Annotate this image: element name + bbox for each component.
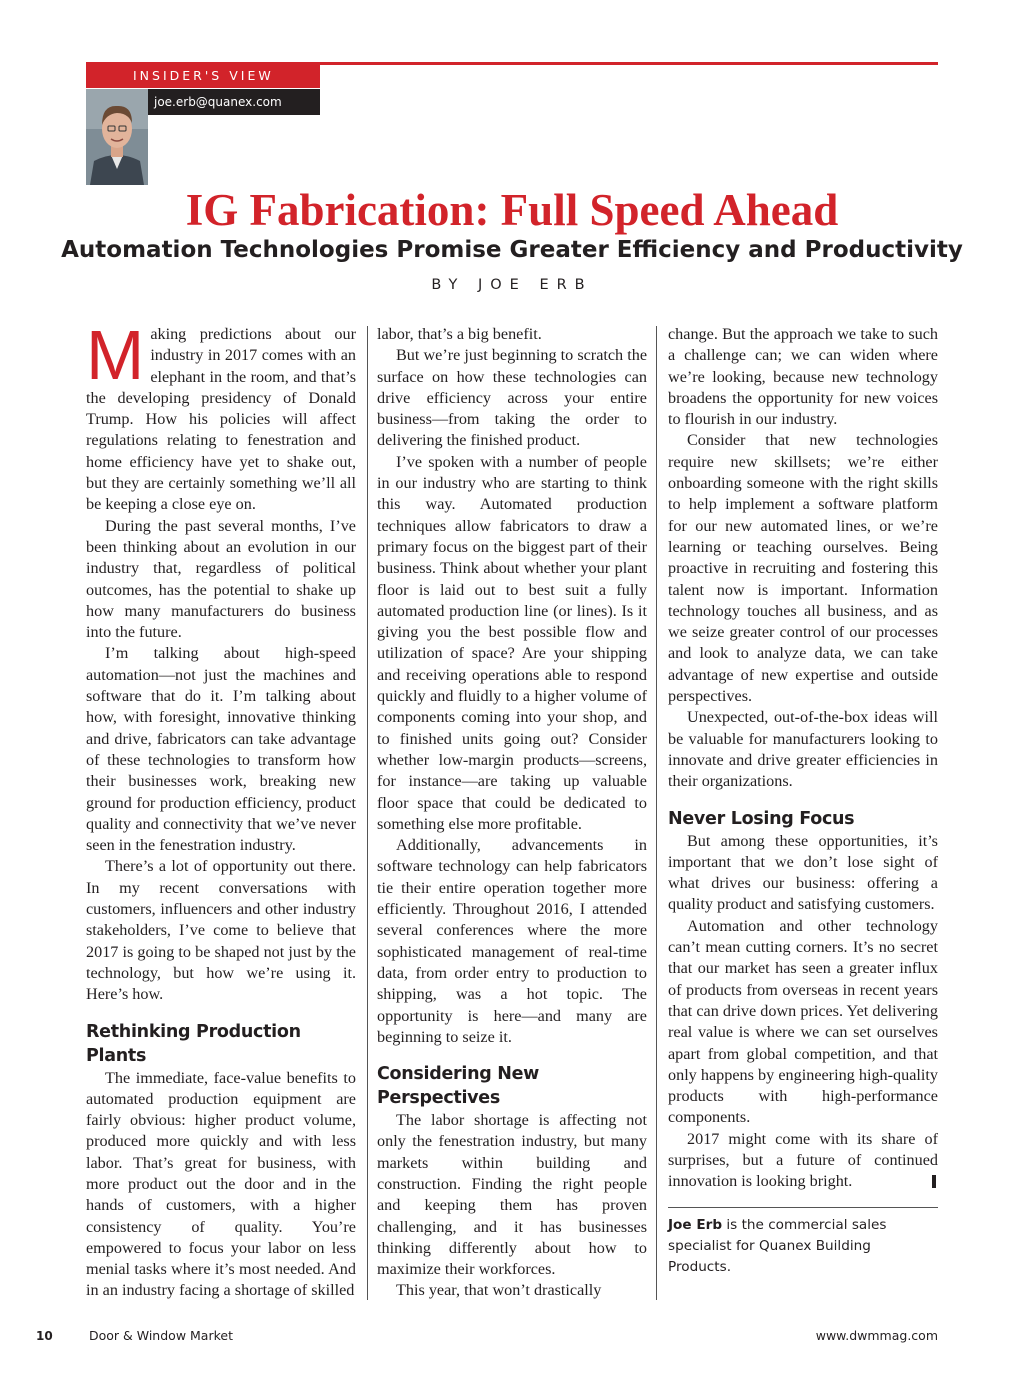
author-email: joe.erb@quanex.com <box>148 89 320 115</box>
article-column-2 <box>377 324 647 1302</box>
paragraph-text: 2017 might come with its share of surprises, but a future of continued innovation is looking bright. <box>668 1129 938 1191</box>
paragraph: But we’re just beginning to scratch the surface on how these technologies can drive efficiency across your entire business—from taking the order to delivering the finished product. <box>377 346 647 450</box>
section-heading: Never Losing Focus <box>668 808 855 829</box>
section-label: INSIDER'S VIEW <box>86 62 320 88</box>
paragraph: But among these opportunities, it’s important that we don’t lose sight of what drives our business: offering a quality product and satisfying customers. <box>668 831 938 914</box>
author-portrait-icon <box>86 89 148 185</box>
paragraph: This year, that won’t drastically <box>396 1281 602 1300</box>
paragraph: Consider that new technologies require new skillsets; we’re either onboarding someone with the right skills to help implement a software platform for our new automated lines, or we’re learning or teaching ourselves. Being proactive in recruiting and fostering this talent now is important. Information technology touches all business, and as we seize greater control of our processes and look to analyze data, we can take advantage of new expertise and outside perspectives. <box>668 431 938 706</box>
paragraph: There’s a lot of opportunity out there. In my recent conversations with customers, influencers and other industry stakeholders, I’ve come to believe that 2017 is going to be shaped not just by the technology, but how we’re using it. Here’s how. <box>86 857 356 1004</box>
bio-name: Joe Erb <box>668 1216 723 1233</box>
paragraph-text: aking predictions about our industry in 2017 comes with an elephant in the room, and that’s the developing presidency of Donald Trump. How his policies will affect regulations relating to fenestration and home efficiency have yet to shake out, but they are certainly something we’ll all be keeping a close eye on. <box>86 325 356 514</box>
paragraph: During the past several months, I’ve been thinking about an evolution in our industry that, regardless of political outcomes, has the potential to shake up how many manufacturers do business into the future. <box>86 516 356 642</box>
drop-cap: M <box>86 316 145 394</box>
article-subtitle: Automation Technologies Promise Greater Efficiency and Productivity <box>61 237 963 263</box>
column-divider <box>367 326 368 1300</box>
paragraph: I’m talking about high-speed automation—not just the machines and software that do it. I’m talking about how, with foresight, innovative thinking and drive, fabricators can take advantage of these technologies to transform how their businesses work, breaking new ground for production efficiency, product quality and connectivity that we’ve never seen in the fenestration industry. <box>86 644 356 855</box>
magazine-name: Door & Window Market <box>89 1328 233 1343</box>
article-column-3 <box>668 324 938 1278</box>
column-divider <box>656 326 657 1300</box>
author-photo <box>86 89 148 185</box>
paragraph <box>668 1129 938 1193</box>
paragraph: Automation and other technology can’t mean cutting corners. It’s no secret that our market has seen a greater influx of products from overseas in recent years that can drive down prices. Yet delivering real value is where we can set ourselves apart from global competition, and that only happens by engineering high-quality products with high-performance components. <box>668 916 938 1127</box>
bio-divider <box>668 1207 938 1208</box>
paragraph: Additionally, advancements in software technology can help fabricators tie their entire operation together more efficiently. Throughout 2016, I attended several conferences where the more sophisticated management of real-time data, from order entry to production to shipping, was a hot topic. The opportunity is here—and many are beginning to seize it. <box>377 836 647 1046</box>
article-byline: BY JOE ERB <box>431 277 593 293</box>
paragraph: The labor shortage is affecting not only the fenestration industry, but many markets within building and construction. Finding the right people and keeping them has proven challenging, and it has businesses thinking differently about how to maximize their workforces. <box>377 1111 647 1279</box>
paragraph: I’ve spoken with a number of people in our industry who are starting to think this way. Automated production techniques allow fabricators to draw a primary focus on the biggest part of their business. Think about whether your plant floor is laid out to best suit a fully automated production line (or lines). Is it giving you the best possible flow and utilization of space? Are your shipping and receiving operations able to respond quickly and fluidly to a higher volume of components coming into your shop, and to finished units going out? Consider whether low-margin products—screens, for instance—are taking up valuable floor space that could be dedicated to something else more profitable. <box>377 452 647 833</box>
paragraph: change. But the approach we take to such a challenge can; we can widen where we’re looking, because new technology broadens the opportunity for new voices to flourish in our industry. <box>668 325 938 429</box>
article-title: IG Fabrication: Full Speed Ahead <box>185 185 839 235</box>
author-bio <box>668 1215 938 1278</box>
section-heading: Considering New Perspectives <box>377 1064 540 1109</box>
paragraph: labor, that’s a big benefit. <box>377 325 542 343</box>
paragraph <box>86 316 356 516</box>
article-column-1 <box>86 316 356 1302</box>
bio-text: is the commercial sales specialist for Quanex Building Products. <box>668 1216 887 1275</box>
section-heading: Rethinking Production Plants <box>86 1021 301 1066</box>
page-number: 10 <box>36 1329 53 1343</box>
magazine-url: www.dwmmag.com <box>815 1328 938 1343</box>
end-mark-icon <box>932 1175 936 1188</box>
paragraph: Unexpected, out-of-the-box ideas will be valuable for manufacturers looking to innovate and drive greater efficiencies in their organizations. <box>668 708 938 791</box>
paragraph: The immediate, face-value benefits to automated production equipment are fairly obvious: higher product volume, produced more quickly and with less labor. That’s great for business, with more product out the door and in the hands of customers, with a higher consistency of quality. You’re empowered to focus your labor on less menial tasks where it’s most needed. And in an industry facing a shortage of skilled <box>86 1068 356 1300</box>
